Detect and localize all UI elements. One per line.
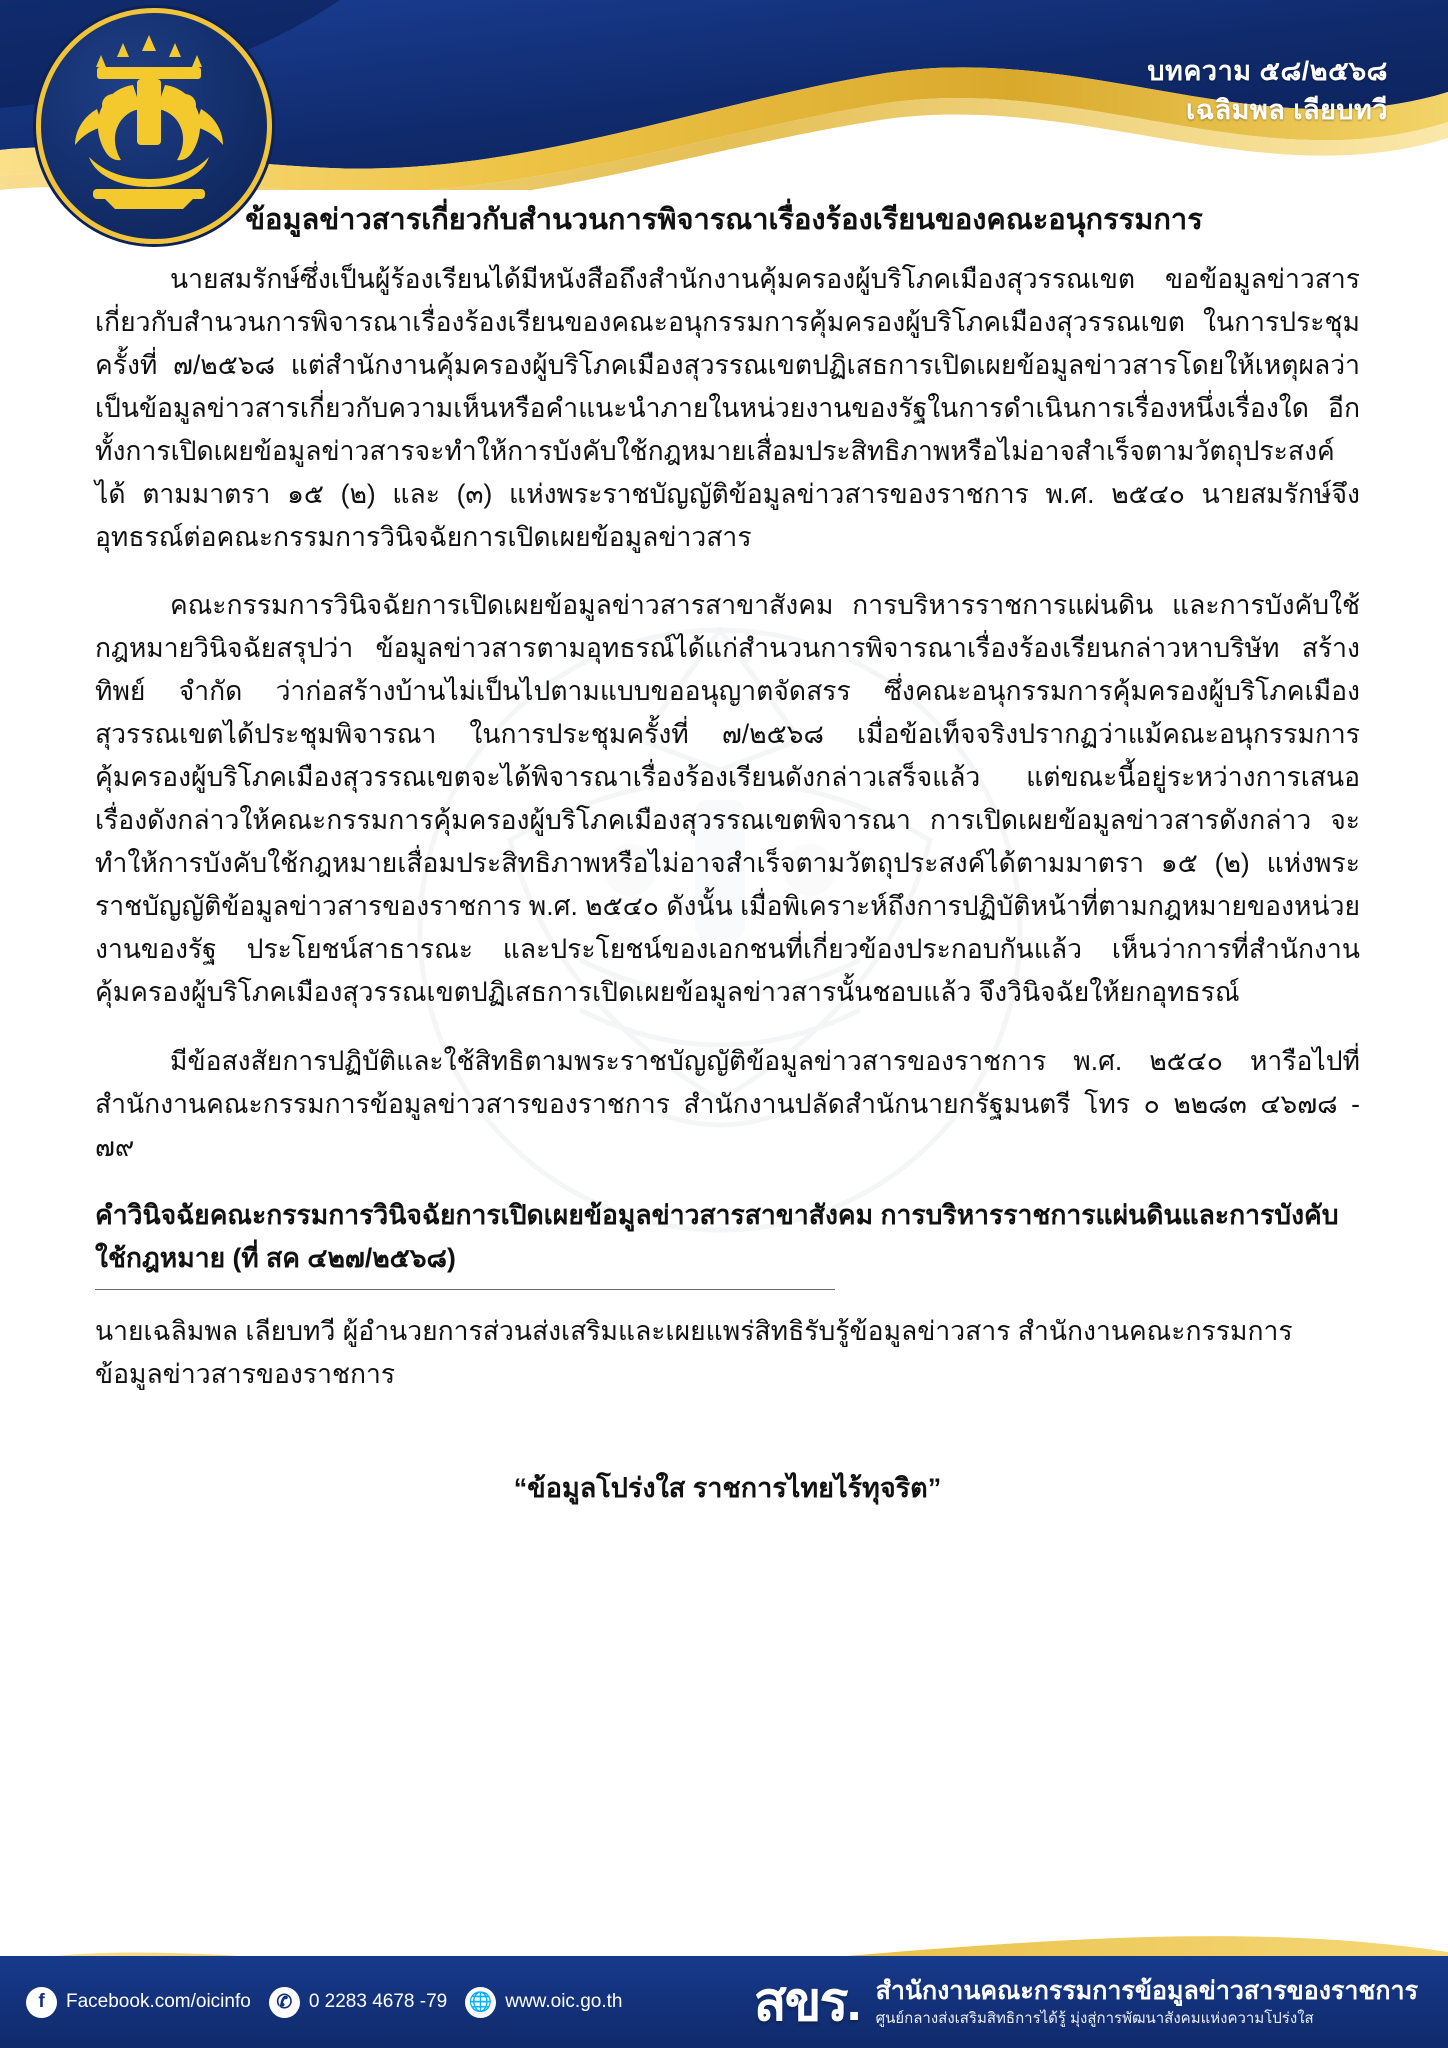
paragraph-3: มีข้อสงสัยการปฏิบัติและใช้สิทธิตามพระราชบัญญัติข้อมูลข่าวสารของราชการ พ.ศ. ๒๕๔๐ หารือไปที่สำนักงานคณะกรรมการข้อมูลข่าวสารของราชการ สำนักงานปลัดสำนักนายกรัฐมนตรี โทร ๐ ๒๒๘๓ ๔๖๗๘ - ๗๙ xyxy=(95,1045,1360,1162)
page-title: ข้อมูลข่าวสารเกี่ยวกับสำนวนการพิจารณาเรื่องร้องเรียนของคณะอนุกรรมการ xyxy=(245,204,1203,236)
footer-facebook[interactable] xyxy=(26,1987,251,2018)
footer-org-name: สำนักงานคณะกรรมการข้อมูลข่าวสารของราชการ xyxy=(875,1977,1418,2005)
footer-website-label: www.oic.go.th xyxy=(505,1991,623,2012)
article-author: เฉลิมพล เลียบทวี xyxy=(1186,95,1388,126)
oic-logo: สขร. xyxy=(753,1972,860,2032)
ruling-heading: คำวินิจฉัยคณะกรรมการวินิจฉัยการเปิดเผยข้อมูลข่าวสารสาขาสังคม การบริหารราชการแผ่นดินและการบังคับใช้กฎหมาย (ที่ สค ๔๒๗/๒๕๖๘) xyxy=(95,1200,1339,1273)
footer-website[interactable] xyxy=(465,1987,622,2018)
garuda-emblem-icon xyxy=(36,8,272,244)
heading-underline xyxy=(95,1289,835,1290)
bottom-banner xyxy=(0,1898,1448,2048)
facebook-icon: f xyxy=(26,1987,57,2018)
footer-facebook-label: Facebook.com/oicinfo xyxy=(66,1991,251,2012)
signature-block: นายเฉลิมพล เลียบทวี ผู้อำนวยการส่วนส่งเสริมและเผยแพร่สิทธิรับรู้ข้อมูลข่าวสาร สำนักงานคณะกรรมการข้อมูลข่าวสารของราชการ xyxy=(95,1316,1293,1390)
paragraph-1: นายสมรักษ์ซึ่งเป็นผู้ร้องเรียนได้มีหนังสือถึงสำนักงานคุ้มครองผู้บริโภคเมืองสุวรรณเขต ขอข้อมูลข่าวสารเกี่ยวกับสำนวนการพิจารณาเรื่องร้องเรียนของคณะอนุกรรมการคุ้มครองผู้บริโภคเมืองสุวรรณเขต ในการประชุมครั้งที่ ๗/๒๕๖๘ แต่สำนักงานคุ้มครองผู้บริโภคเมืองสุวรรณเขตปฏิเสธการเปิดเผยข้อมูลข่าวสารโดยให้เหตุผลว่าเป็นข้อมูลข่าวสารเกี่ยวกับความเห็นหรือคำแนะนำภายในหน่วยงานของรัฐในการดำเนินการเรื่องหนึ่งเรื่องใด อีกทั้งการเปิดเผยข้อมูลข่าวสารจะทำให้การบังคับใช้กฎหมายเสื่อมประสิทธิภาพหรือไม่อาจสำเร็จตามวัตถุประสงค์ได้ ตามมาตรา ๑๕ (๒) และ (๓) แห่งพระราชบัญญัติข้อมูลข่าวสารของราชการ พ.ศ. ๒๕๔๐ นายสมรักษ์จึงอุทธรณ์ต่อคณะกรรมการวินิจฉัยการเปิดเผยข้อมูลข่าวสาร xyxy=(95,264,1360,552)
slogan-text: “ข้อมูลโปร่งใส ราชการไทยไร้ทุจริต” xyxy=(513,1473,942,1504)
phone-icon: ✆ xyxy=(269,1987,300,2018)
footer-phone-label: 0 2283 4678 -79 xyxy=(308,1991,448,2012)
article-number: บทความ ๕๘/๒๕๖๘ xyxy=(1147,56,1388,86)
paragraph-2: คณะกรรมการวินิจฉัยการเปิดเผยข้อมูลข่าวสารสาขาสังคม การบริหารราชการแผ่นดิน และการบังคับใช้กฎหมายวินิจฉัยสรุปว่า ข้อมูลข่าวสารตามอุทธรณ์ได้แก่สำนวนการพิจารณาเรื่องร้องเรียนกล่าวหาบริษัท สร้างทิพย์ จำกัด ว่าก่อสร้างบ้านไม่เป็นไปตามแบบขออนุญาตจัดสรร ซึ่งคณะอนุกรรมการคุ้มครองผู้บริโภคเมืองสุวรรณเขตได้ประชุมพิจารณา ในการประชุมครั้งที่ ๗/๒๕๖๘ เมื่อข้อเท็จจริงปรากฏว่าแม้คณะอนุกรรมการคุ้มครองผู้บริโภคเมืองสุวรรณเขตจะได้พิจารณาเรื่องร้องเรียนดังกล่าวเสร็จแล้ว แต่ขณะนี้อยู่ระหว่างการเสนอเรื่องดังกล่าวให้คณะกรรมการคุ้มครองผู้บริโภคเมืองสุวรรณเขตพิจารณา การเปิดเผยข้อมูลข่าวสารดังกล่าว จะทำให้การบังคับใช้กฎหมายเสื่อมประสิทธิภาพหรือไม่อาจสำเร็จตามวัตถุประสงค์ได้ตามมาตรา ๑๕ (๒) แห่งพระราชบัญญัติข้อมูลข่าวสารของราชการ พ.ศ. ๒๕๔๐ ดังนั้น เมื่อพิเคราะห์ถึงการปฏิบัติหน้าที่ตามกฎหมายของหน่วยงานของรัฐ ประโยชน์สาธารณะ และประโยชน์ของเอกชนที่เกี่ยวข้องประกอบกันแล้ว เห็นว่าการที่สำนักงานคุ้มครองผู้บริโภคเมืองสุวรรณเขตปฏิเสธการเปิดเผยข้อมูลข่าวสารนั้นชอบแล้ว จึงวินิจฉัยให้ยกอุทธรณ์ xyxy=(95,590,1360,1007)
header-article-info xyxy=(1147,52,1388,130)
footer-organization xyxy=(754,1956,1418,2048)
footer-links xyxy=(26,1956,622,2048)
footer-org-tagline: ศูนย์กลางส่งเสริมสิทธิการได้รู้ มุ่งสู่การพัฒนาสังคมแห่งความโปร่งใส xyxy=(875,2009,1314,2027)
globe-icon: 🌐 xyxy=(465,1987,496,2018)
document-content xyxy=(95,258,1360,1509)
footer-phone[interactable] xyxy=(269,1987,447,2018)
